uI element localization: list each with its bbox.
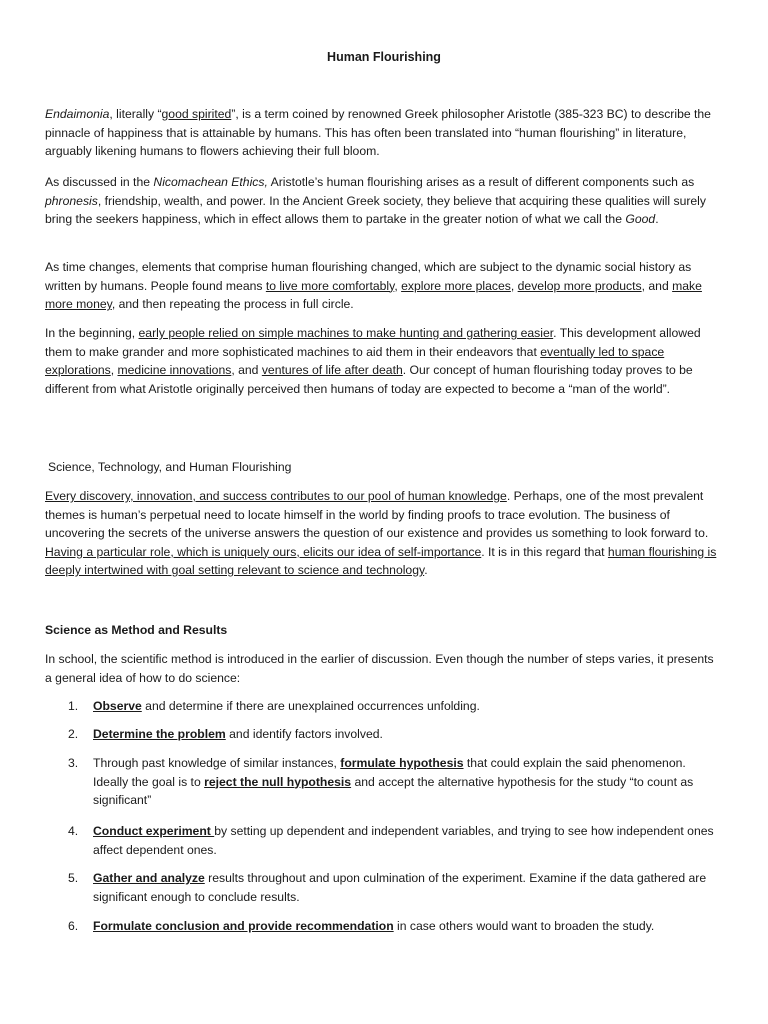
underlined-phrase: make more money — [45, 278, 702, 311]
step-keyword: Observe — [93, 699, 142, 713]
text-run: and accept the alternative hypothesis for the study “to count as significant” — [93, 774, 694, 807]
step-keyword: Conduct experiment — [93, 824, 215, 838]
underlined-phrase: Every discovery, innovation, and success contributes to our pool of human knowledge — [45, 489, 507, 503]
term-phronesis: phronesis — [45, 193, 98, 208]
term-good: Good — [625, 212, 656, 226]
underlined-phrase: good spirited — [161, 107, 232, 121]
underlined-phrase: develop more products — [517, 278, 642, 293]
paragraph-time-changes — [45, 258, 723, 314]
list-item — [68, 725, 723, 744]
step-keyword: Formulate conclusion and provide recommendation — [93, 919, 394, 933]
paragraph-discovery — [45, 487, 723, 580]
text-run: , — [110, 363, 118, 377]
text-run: , — [394, 278, 402, 293]
text-run: . It is in this regard that — [481, 544, 608, 559]
text-run: Through past knowledge of similar instances, — [93, 756, 341, 770]
text-run: , literally “ — [109, 107, 162, 121]
text-run: . This development allowed them to make grander and more sophisticated machines to aid them in their endeavors that — [45, 326, 701, 359]
step-keyword: formulate hypothesis — [340, 756, 464, 770]
underlined-phrase: eventually led to space explorations — [45, 344, 665, 377]
list-number: 3. — [68, 756, 79, 770]
text-run: in case others would want to broaden the study. — [393, 919, 655, 933]
section-heading-science-technology: Science, Technology, and Human Flourishing — [48, 460, 292, 474]
list-number: 4. — [68, 824, 79, 838]
text-run: , — [510, 278, 518, 293]
text-run: As discussed in the — [45, 175, 154, 189]
underlined-phrase: medicine innovations — [117, 363, 232, 377]
list-item — [68, 917, 723, 936]
list-number: 5. — [68, 871, 79, 885]
list-number: 6. — [68, 919, 79, 933]
list-number: 2. — [68, 727, 79, 741]
text-run: and determine if there are unexplained occurrences unfolding. — [141, 699, 480, 713]
text-run: In the beginning, — [45, 326, 139, 340]
text-run: , and then repeating the process in full circle. — [111, 297, 354, 311]
paragraph-endaimonia — [45, 105, 723, 161]
paragraph-beginning — [45, 324, 723, 398]
step-keyword: Gather and analyze — [93, 871, 205, 885]
term-endaimonia: Endaimonia — [45, 107, 110, 121]
text-run: , and — [231, 363, 262, 377]
text-run: . — [424, 563, 428, 577]
text-run: Aristotle’s human flourishing arises as a result of different components such as — [267, 175, 695, 189]
section-heading-science-method: Science as Method and Results — [45, 623, 228, 637]
list-item — [68, 869, 723, 906]
text-run: by setting up dependent and independent variables, and trying to see how independent ones affect dependent ones. — [93, 824, 714, 857]
text-run: that could explain the said phenomenon. Ideally the goal is to — [93, 756, 686, 789]
step-keyword: reject the null hypothesis — [204, 774, 352, 789]
underlined-phrase: early people relied on simple machines to make hunting and gathering easier — [138, 326, 554, 340]
page-title: Human Flourishing — [327, 50, 441, 64]
underlined-phrase: explore more places — [401, 278, 511, 293]
list-item — [68, 754, 723, 810]
underlined-phrase: ventures of life after death — [261, 363, 403, 377]
list-item — [68, 822, 723, 859]
text-run: and identify factors involved. — [225, 727, 383, 741]
text-run: , and — [641, 278, 673, 293]
text-run: results throughout and upon culmination of the experiment. Examine if the data gathered are significant enough to conclude results. — [93, 871, 707, 904]
text-run: , friendship, wealth, and power. In the Ancient Greek society, they believe that acquiring these qualities will surely bring the seekers happiness, which in effect allows them to partake in the greater notion of what we call the — [45, 193, 706, 226]
underlined-phrase: to live more comfortably — [265, 278, 395, 293]
book-title: Nicomachean Ethics, — [153, 175, 268, 189]
text-run: . — [655, 212, 659, 226]
underlined-phrase: human flourishing is deeply intertwined with goal setting relevant to science and technology — [45, 544, 717, 577]
text-run: . Our concept of human flourishing today proves to be different from what Aristotle originally perceived then humans of today are expected to become a “man of the world”. — [45, 363, 693, 396]
paragraph-nicomachean — [45, 173, 723, 229]
step-keyword: Determine the problem — [93, 727, 226, 741]
underlined-phrase: Having a particular role, which is uniquely ours, elicits our idea of self-importance — [45, 544, 482, 559]
text-run: ”, is a term coined by renowned Greek philosopher Aristotle (385-323 BC) to describe the pinnacle of happiness that is attainable by humans. This has often been translated into “human flourishing” in literature, arguably likening humans to flowers achieving their full bloom. — [45, 107, 711, 158]
list-number: 1. — [68, 699, 79, 713]
paragraph-scientific-method: In school, the scientific method is introduced in the earlier of discussion. Even though the number of steps varies, it presents a general idea of how to do science: — [45, 652, 714, 685]
text-run: . Perhaps, one of the most prevalent themes is human’s perpetual need to locate himself in the world by finding proofs to trace evolution. The business of uncovering the secrets of the universe answers the question of our existence and provides us something to look forward to. — [45, 489, 709, 540]
text-run: As time changes, elements that comprise human flourishing changed, which are subject to the dynamic social history as written by humans. People found means — [45, 260, 692, 293]
list-item — [68, 697, 723, 716]
